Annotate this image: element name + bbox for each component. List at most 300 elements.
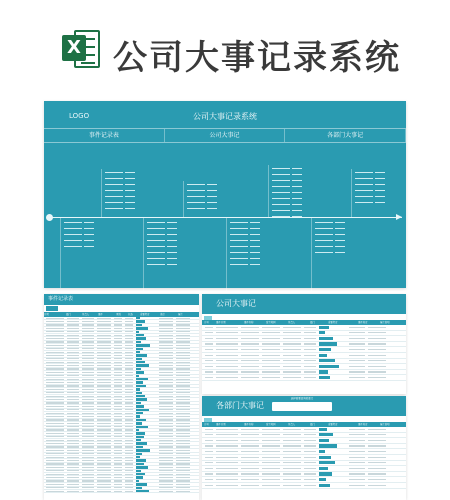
cell xyxy=(283,338,301,339)
event-date-stroke xyxy=(64,240,82,241)
cell xyxy=(283,479,301,480)
cell xyxy=(159,389,173,390)
col-header: 发生时间 xyxy=(266,423,276,426)
cell xyxy=(67,402,79,403)
cell xyxy=(67,345,79,346)
company-table-body xyxy=(202,325,406,381)
cell xyxy=(46,440,64,441)
cell xyxy=(304,366,316,367)
event-date-stroke xyxy=(272,198,290,199)
progress-cell xyxy=(136,449,156,451)
cell xyxy=(349,468,365,469)
cell xyxy=(125,426,133,427)
event-text-stroke xyxy=(125,190,135,191)
cell xyxy=(114,331,122,332)
progress-cell xyxy=(136,375,156,377)
cell xyxy=(241,338,259,339)
progress-bar xyxy=(136,344,150,346)
cell xyxy=(46,480,64,481)
cell xyxy=(241,332,259,333)
cell xyxy=(67,324,79,325)
timeline-event xyxy=(315,219,375,255)
cell xyxy=(262,434,280,435)
col-header: 序号 xyxy=(204,423,209,426)
progress-cell xyxy=(136,432,156,434)
cell xyxy=(125,423,133,424)
cell xyxy=(97,460,111,461)
progress-cell xyxy=(319,461,345,464)
event-text-stroke xyxy=(250,258,260,259)
cell xyxy=(176,460,190,461)
cell xyxy=(46,372,64,373)
cell xyxy=(159,463,173,464)
cell xyxy=(283,327,301,328)
progress-bar xyxy=(136,375,139,377)
cell xyxy=(176,358,190,359)
cell xyxy=(176,362,190,363)
cell xyxy=(176,470,190,471)
cell xyxy=(82,365,94,366)
cell xyxy=(159,335,173,336)
cell xyxy=(159,338,173,339)
logo: LOGO xyxy=(69,112,90,120)
event-text-stroke xyxy=(375,190,385,191)
cell xyxy=(216,429,238,430)
event-date-stroke xyxy=(105,208,123,209)
cell xyxy=(46,379,64,380)
event-date-stroke xyxy=(105,190,123,191)
department-select[interactable] xyxy=(272,402,332,411)
cell xyxy=(176,416,190,417)
progress-bar xyxy=(319,359,335,362)
cell xyxy=(125,450,133,451)
cell xyxy=(67,416,79,417)
event-date-stroke xyxy=(272,174,290,175)
cell xyxy=(114,426,122,427)
progress-bar xyxy=(136,324,142,326)
event-date-stroke xyxy=(272,192,290,193)
cell xyxy=(349,440,365,441)
cell xyxy=(82,368,94,369)
cell xyxy=(159,348,173,349)
cell xyxy=(159,429,173,430)
cell xyxy=(114,341,122,342)
event-date-stroke xyxy=(147,240,165,241)
progress-cell xyxy=(136,490,156,492)
cell xyxy=(82,338,94,339)
cell xyxy=(368,366,386,367)
cell xyxy=(46,487,64,488)
cell xyxy=(176,446,190,447)
cell xyxy=(82,318,94,319)
cell xyxy=(176,365,190,366)
cell xyxy=(349,479,365,480)
cell xyxy=(46,385,64,386)
cell xyxy=(159,446,173,447)
progress-cell xyxy=(319,359,345,362)
cell xyxy=(97,382,111,383)
event-table-panel xyxy=(44,294,199,500)
cell xyxy=(46,457,64,458)
cell xyxy=(205,451,213,452)
cell xyxy=(97,487,111,488)
cell xyxy=(368,473,386,474)
col-header: 日期 xyxy=(44,313,49,316)
cell xyxy=(46,491,64,492)
progress-cell xyxy=(136,385,156,387)
event-date-stroke xyxy=(355,178,373,179)
cell xyxy=(125,429,133,430)
cell xyxy=(67,379,79,380)
cell xyxy=(67,331,79,332)
event-text-stroke xyxy=(167,264,177,265)
cell xyxy=(114,392,122,393)
cell xyxy=(67,348,79,349)
progress-bar xyxy=(136,473,145,475)
event-date-stroke xyxy=(230,222,248,223)
cell xyxy=(125,385,133,386)
cell xyxy=(97,443,111,444)
event-text-stroke xyxy=(292,192,302,193)
timeline-event xyxy=(147,219,207,267)
cell xyxy=(97,413,111,414)
cell xyxy=(159,318,173,319)
event-text-stroke xyxy=(335,252,345,253)
progress-cell xyxy=(319,342,345,345)
event-date-stroke xyxy=(272,180,290,181)
cell xyxy=(67,392,79,393)
progress-cell xyxy=(319,376,345,379)
cell xyxy=(368,485,386,486)
event-text-stroke xyxy=(250,264,260,265)
progress-cell xyxy=(319,439,345,442)
event-text-stroke xyxy=(84,246,94,247)
cell xyxy=(159,474,173,475)
cell xyxy=(241,468,259,469)
event-text-stroke xyxy=(335,246,345,247)
event-date-stroke xyxy=(105,202,123,203)
cell xyxy=(159,345,173,346)
cell xyxy=(114,362,122,363)
cell xyxy=(114,429,122,430)
cell xyxy=(205,338,213,339)
cell xyxy=(46,453,64,454)
cell xyxy=(125,460,133,461)
cell xyxy=(114,355,122,356)
progress-cell xyxy=(136,381,156,383)
cell xyxy=(46,358,64,359)
progress-cell xyxy=(136,412,156,414)
cell xyxy=(97,375,111,376)
cell xyxy=(349,429,365,430)
event-text-stroke xyxy=(250,228,260,229)
cell xyxy=(114,416,122,417)
cell xyxy=(349,371,365,372)
event-text-stroke xyxy=(84,234,94,235)
cell xyxy=(97,321,111,322)
cell xyxy=(368,462,386,463)
progress-bar xyxy=(136,327,148,329)
cell xyxy=(125,477,133,478)
cell xyxy=(114,440,122,441)
event-date-stroke xyxy=(230,228,248,229)
cell xyxy=(176,457,190,458)
cell xyxy=(368,479,386,480)
cell xyxy=(82,443,94,444)
cell xyxy=(67,453,79,454)
timeline-axis xyxy=(50,217,402,218)
cell xyxy=(176,440,190,441)
cell xyxy=(114,348,122,349)
filter-chip[interactable] xyxy=(46,306,58,311)
col-header: 事件日期 xyxy=(216,423,226,426)
cell xyxy=(349,451,365,452)
cell xyxy=(97,450,111,451)
timeline-event-row xyxy=(230,261,290,267)
cell xyxy=(159,457,173,458)
event-date-stroke xyxy=(315,252,333,253)
progress-cell xyxy=(136,368,156,370)
timeline-event-row xyxy=(315,249,375,255)
tab-event-records[interactable]: 事件记录表 xyxy=(44,129,165,142)
timeline-connector xyxy=(143,218,144,306)
cell xyxy=(349,327,365,328)
cell xyxy=(114,477,122,478)
cell xyxy=(46,368,64,369)
tab-department-events[interactable]: 各部门大事记 xyxy=(285,129,406,142)
event-text-stroke xyxy=(250,240,260,241)
cell xyxy=(82,321,94,322)
progress-bar xyxy=(319,484,330,487)
cell xyxy=(82,372,94,373)
progress-bar xyxy=(136,378,148,380)
cell xyxy=(125,399,133,400)
cell xyxy=(368,445,386,446)
cell xyxy=(46,413,64,414)
progress-bar xyxy=(319,354,327,357)
cell xyxy=(67,433,79,434)
cell xyxy=(67,328,79,329)
cell xyxy=(125,440,133,441)
progress-bar xyxy=(136,341,141,343)
header xyxy=(0,0,450,100)
cell xyxy=(176,328,190,329)
cell xyxy=(159,358,173,359)
cell xyxy=(125,362,133,363)
progress-bar xyxy=(136,470,141,472)
progress-bar xyxy=(136,439,141,441)
cell xyxy=(176,463,190,464)
progress-bar xyxy=(136,409,149,411)
col-header: 事件名称 xyxy=(244,321,254,324)
event-date-stroke xyxy=(272,168,290,169)
event-date-stroke xyxy=(105,196,123,197)
cell xyxy=(304,485,316,486)
col-header: 事件 xyxy=(98,313,103,316)
cell xyxy=(67,358,79,359)
event-text-stroke xyxy=(250,246,260,247)
cell xyxy=(82,382,94,383)
progress-cell xyxy=(136,358,156,360)
cell xyxy=(205,473,213,474)
cell xyxy=(349,360,365,361)
cell xyxy=(46,467,64,468)
col-header: 重要程度 xyxy=(140,313,150,316)
event-date-stroke xyxy=(147,252,165,253)
cell xyxy=(97,419,111,420)
event-text-stroke xyxy=(167,228,177,229)
cell xyxy=(82,352,94,353)
timeline-start-dot xyxy=(46,214,53,221)
cell xyxy=(125,474,133,475)
progress-cell xyxy=(319,370,345,373)
cell xyxy=(304,338,316,339)
cell xyxy=(97,402,111,403)
cell xyxy=(114,338,122,339)
cell xyxy=(176,399,190,400)
event-text-stroke xyxy=(207,190,217,191)
cell xyxy=(114,402,122,403)
cell xyxy=(368,371,386,372)
cell xyxy=(205,332,213,333)
cell xyxy=(97,341,111,342)
timeline-event-row xyxy=(147,261,207,267)
cell xyxy=(125,318,133,319)
cell xyxy=(262,457,280,458)
event-date-stroke xyxy=(187,202,205,203)
progress-cell xyxy=(136,317,156,319)
event-text-stroke xyxy=(292,204,302,205)
cell xyxy=(176,419,190,420)
cell xyxy=(216,349,238,350)
cell xyxy=(114,443,122,444)
cell xyxy=(159,460,173,461)
cell xyxy=(82,487,94,488)
cell xyxy=(82,406,94,407)
progress-cell xyxy=(319,365,345,368)
progress-cell xyxy=(136,354,156,356)
event-text-stroke xyxy=(292,198,302,199)
cell xyxy=(82,467,94,468)
cell xyxy=(125,402,133,403)
progress-cell xyxy=(136,324,156,326)
cell xyxy=(67,491,79,492)
cell xyxy=(125,413,133,414)
cell xyxy=(159,352,173,353)
timeline-connector xyxy=(351,169,352,217)
cell xyxy=(67,463,79,464)
event-text-stroke xyxy=(125,196,135,197)
progress-bar xyxy=(136,317,140,319)
event-date-stroke xyxy=(230,258,248,259)
progress-bar xyxy=(136,419,146,421)
cell xyxy=(82,440,94,441)
cell xyxy=(67,426,79,427)
cell xyxy=(67,470,79,471)
progress-cell xyxy=(319,433,345,436)
progress-bar xyxy=(136,426,148,428)
progress-cell xyxy=(136,429,156,431)
progress-bar xyxy=(319,342,337,345)
cell xyxy=(67,355,79,356)
progress-bar xyxy=(136,456,140,458)
cell xyxy=(97,491,111,492)
progress-cell xyxy=(136,398,156,400)
timeline-connector xyxy=(226,218,227,306)
cell xyxy=(46,352,64,353)
cell xyxy=(304,434,316,435)
timeline-event-row xyxy=(105,205,165,211)
cell xyxy=(67,436,79,437)
cell xyxy=(205,355,213,356)
progress-bar xyxy=(319,326,329,329)
progress-bar xyxy=(319,478,326,481)
event-text-stroke xyxy=(375,184,385,185)
timeline-event xyxy=(230,219,290,267)
progress-cell xyxy=(136,480,156,482)
tab-bar xyxy=(44,128,406,143)
progress-cell xyxy=(136,456,156,458)
progress-bar xyxy=(136,449,150,451)
system-title: 公司大事记录系统 xyxy=(193,112,257,121)
cell xyxy=(159,321,173,322)
cell xyxy=(304,377,316,378)
col-header: 事件日期 xyxy=(216,321,226,324)
timeline-panel xyxy=(44,101,406,288)
cell xyxy=(205,485,213,486)
cell xyxy=(159,379,173,380)
cell xyxy=(46,406,64,407)
cell xyxy=(368,457,386,458)
cell xyxy=(176,436,190,437)
cell xyxy=(304,457,316,458)
cell xyxy=(82,453,94,454)
cell xyxy=(82,355,94,356)
cell xyxy=(159,399,173,400)
cell xyxy=(46,338,64,339)
timeline-event xyxy=(64,219,124,249)
cell xyxy=(46,362,64,363)
cell xyxy=(114,453,122,454)
cell xyxy=(368,360,386,361)
cell xyxy=(82,457,94,458)
cell xyxy=(97,429,111,430)
event-date-stroke xyxy=(315,222,333,223)
progress-cell xyxy=(136,470,156,472)
cell xyxy=(97,467,111,468)
tab-company-events[interactable]: 公司大事记 xyxy=(165,129,286,142)
event-text-stroke xyxy=(292,210,302,211)
cell xyxy=(114,470,122,471)
filter-chip[interactable] xyxy=(204,316,212,320)
cell xyxy=(159,423,173,424)
event-date-stroke xyxy=(64,222,82,223)
cell xyxy=(304,451,316,452)
table-row xyxy=(44,490,199,493)
cell xyxy=(97,470,111,471)
cell xyxy=(82,429,94,430)
cell xyxy=(125,335,133,336)
progress-bar xyxy=(136,432,145,434)
cell xyxy=(176,491,190,492)
cell xyxy=(159,331,173,332)
cell xyxy=(125,457,133,458)
progress-bar xyxy=(136,490,149,492)
cell xyxy=(125,484,133,485)
cell xyxy=(262,366,280,367)
filter-chip[interactable] xyxy=(204,418,212,422)
progress-bar xyxy=(136,436,144,438)
